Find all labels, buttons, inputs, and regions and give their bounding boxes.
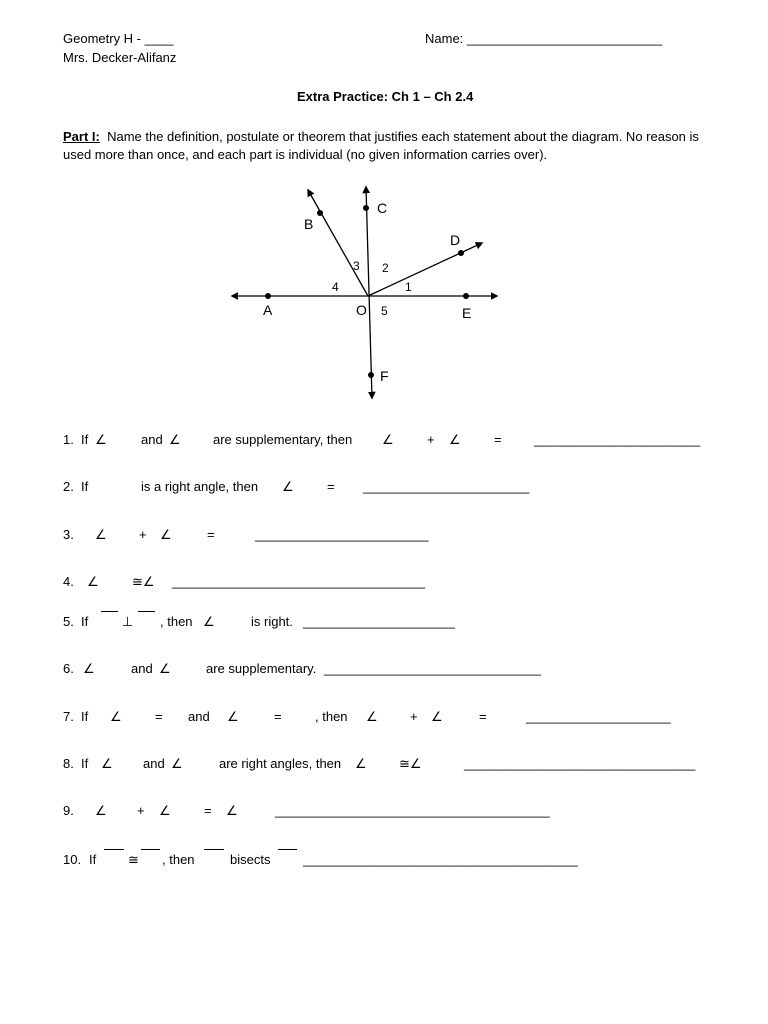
label-b: B [304, 216, 314, 232]
question-number: 3. [63, 527, 74, 542]
point-c [363, 205, 369, 211]
text: ≅∠ [132, 574, 155, 589]
answer-blank[interactable]: ______________________________________ [303, 852, 578, 867]
congruent-symbol: ≅ [128, 852, 139, 867]
question-number: 6. [63, 661, 74, 676]
text: , then [160, 614, 193, 629]
answer-blank[interactable]: _____________________ [303, 614, 455, 629]
angle-symbol: ∠ [227, 709, 239, 724]
text: = [204, 803, 212, 818]
angle-symbol: ∠ [159, 661, 171, 676]
text: and [188, 709, 210, 724]
text: If [81, 756, 89, 771]
angle-symbol: ∠ [159, 803, 171, 818]
answer-blank[interactable]: _______________________ [534, 432, 701, 447]
angle-3: 3 [353, 259, 360, 273]
angle-symbol: ∠ [282, 479, 294, 494]
angle-symbol: ∠ [382, 432, 394, 447]
question-number: 2. [63, 479, 74, 494]
text: + [410, 709, 418, 724]
angle-symbol: ∠ [160, 527, 172, 542]
segment-bar [101, 611, 118, 612]
question-number: 7. [63, 709, 74, 724]
text: is right. [251, 614, 293, 629]
teacher-label: Mrs. Decker-Alifanz [63, 50, 177, 65]
angle-symbol: ∠ [226, 803, 238, 818]
text: = [327, 479, 335, 494]
text: = [274, 709, 282, 724]
question-number: 4. [63, 574, 74, 589]
angle-symbol: ∠ [366, 709, 378, 724]
segment-bar [104, 849, 124, 850]
text: and [143, 756, 165, 771]
text: If [89, 852, 97, 867]
text: are supplementary, then [213, 432, 353, 447]
angle-symbol: ∠ [101, 756, 113, 771]
text: and [131, 661, 153, 676]
point-f [368, 372, 374, 378]
segment-bar [204, 849, 224, 850]
text: ≅∠ [399, 756, 422, 771]
text: = [155, 709, 163, 724]
answer-blank[interactable]: ______________________________________ [275, 803, 550, 818]
angle-symbol: ∠ [95, 432, 107, 447]
question-number: 5. [63, 614, 74, 629]
angle-1: 1 [405, 280, 412, 294]
text: = [479, 709, 487, 724]
angle-symbol: ∠ [110, 709, 122, 724]
label-d: D [450, 232, 461, 248]
label-e: E [462, 305, 472, 321]
text: and [141, 432, 163, 447]
text: are right angles, then [219, 756, 342, 771]
point-a [265, 293, 271, 299]
angle-symbol: ∠ [95, 803, 107, 818]
answer-blank[interactable]: ___________________________________ [172, 574, 426, 589]
text: If [81, 479, 89, 494]
question-number: 9. [63, 803, 74, 818]
part-label: Part I: [63, 129, 100, 144]
angle-symbol: ∠ [449, 432, 461, 447]
segment-bar [138, 611, 155, 612]
question-number: 10. [63, 852, 82, 867]
angle-symbol: ∠ [95, 527, 107, 542]
text: bisects [230, 852, 271, 867]
angle-symbol: ∠ [87, 574, 99, 589]
label-a: A [263, 302, 273, 318]
angle-symbol: ∠ [203, 614, 215, 629]
angle-symbol: ∠ [171, 756, 183, 771]
point-d [458, 250, 464, 256]
angle-symbol: ∠ [431, 709, 443, 724]
angle-symbol: ∠ [169, 432, 181, 447]
text: + [139, 527, 147, 542]
text: , then [162, 852, 195, 867]
text: If [81, 432, 89, 447]
answer-blank[interactable]: ____________________ [526, 709, 671, 724]
point-b [317, 210, 323, 216]
angle-symbol: ∠ [83, 661, 95, 676]
segment-bar [141, 849, 160, 850]
line-cf [366, 187, 372, 398]
label-f: F [380, 368, 389, 384]
page-title: Extra Practice: Ch 1 – Ch 2.4 [297, 89, 474, 104]
label-c: C [377, 200, 388, 216]
answer-blank[interactable]: ________________________________ [464, 756, 696, 771]
text: is a right angle, then [141, 479, 259, 494]
angle-5: 5 [381, 304, 388, 318]
text: If [81, 614, 89, 629]
text: = [207, 527, 215, 542]
angle-2: 2 [382, 261, 389, 275]
angle-4: 4 [332, 280, 339, 294]
point-e [463, 293, 469, 299]
text: If [81, 709, 89, 724]
angle-symbol: ∠ [355, 756, 367, 771]
label-o: O [356, 302, 367, 318]
text: , then [315, 709, 348, 724]
text: are supplementary. [206, 661, 317, 676]
instructions-text: Name the definition, postulate or theorem that justifies each statement about the diagram. No reason is used more than once, and each part is individual (no given information carries over). [63, 129, 699, 162]
answer-blank[interactable]: _______________________ [363, 479, 530, 494]
course-label: Geometry H - ____ [63, 31, 174, 46]
answer-blank[interactable]: ______________________________ [324, 661, 541, 676]
text: = [494, 432, 502, 447]
answer-blank[interactable]: ________________________ [255, 527, 429, 542]
question-number: 8. [63, 756, 74, 771]
text: + [427, 432, 435, 447]
perpendicular-symbol: ⊥ [122, 614, 134, 629]
text: + [137, 803, 145, 818]
question-number: 1. [63, 432, 74, 447]
segment-bar [278, 849, 297, 850]
name-field-label: Name: ___________________________ [425, 31, 663, 46]
